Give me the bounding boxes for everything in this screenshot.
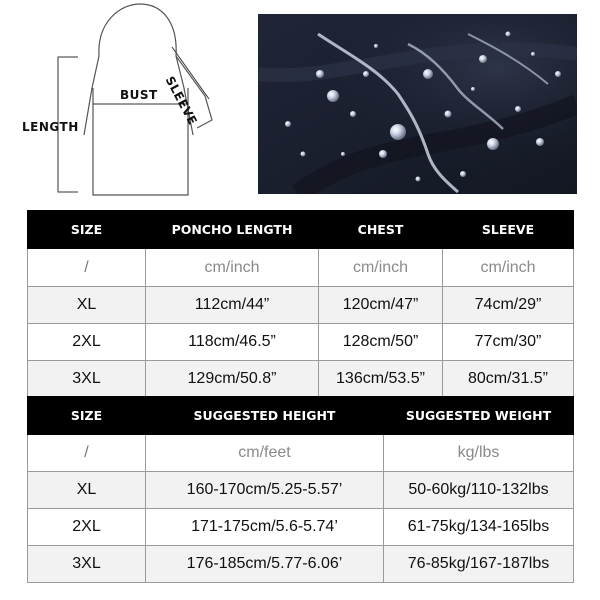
size-cell: 2XL [28, 509, 146, 546]
table-header-row [28, 397, 574, 435]
table-header-row [28, 211, 574, 249]
size-cell: XL [28, 472, 146, 509]
sleeve-cell: 74cm/29” [443, 287, 574, 324]
length-cell: 118cm/46.5” [146, 324, 319, 361]
size-cell: 3XL [28, 361, 146, 398]
unit-weight: kg/lbs [384, 435, 574, 472]
sleeve-cell: 80cm/31.5” [443, 361, 574, 398]
fit-suggestion-table [27, 396, 574, 583]
header-sleeve: SLEEVE [443, 211, 574, 249]
unit-size: / [28, 435, 146, 472]
chest-cell: 120cm/47” [319, 287, 443, 324]
length-label: LENGTH [22, 120, 79, 134]
table-unit-row [28, 435, 574, 472]
sleeve-cell: 77cm/30” [443, 324, 574, 361]
height-cell: 176-185cm/5.77-6.06’ [146, 546, 384, 583]
poncho-measurement-diagram [0, 0, 258, 200]
waterproof-fabric-photo [258, 14, 577, 194]
height-cell: 160-170cm/5.25-5.57’ [146, 472, 384, 509]
size-cell: XL [28, 287, 146, 324]
size-cell: 3XL [28, 546, 146, 583]
unit-height: cm/feet [146, 435, 384, 472]
table-row [28, 361, 574, 398]
table-row [28, 509, 574, 546]
table-row [28, 287, 574, 324]
unit-sleeve: cm/inch [443, 249, 574, 287]
chest-cell: 136cm/53.5” [319, 361, 443, 398]
weight-cell: 76-85kg/167-187lbs [384, 546, 574, 583]
length-cell: 112cm/44” [146, 287, 319, 324]
table-row [28, 324, 574, 361]
weight-cell: 50-60kg/110-132lbs [384, 472, 574, 509]
table-unit-row [28, 249, 574, 287]
header-size: SIZE [28, 397, 146, 435]
length-cell: 129cm/50.8” [146, 361, 319, 398]
header-suggested-weight: SUGGESTED WEIGHT [384, 397, 574, 435]
height-cell: 171-175cm/5.6-5.74’ [146, 509, 384, 546]
water-droplets-icon [258, 14, 577, 194]
header-size: SIZE [28, 211, 146, 249]
header-poncho-length: PONCHO LENGTH [146, 211, 319, 249]
bust-label: BUST [120, 88, 158, 102]
unit-size: / [28, 249, 146, 287]
header-chest: CHEST [319, 211, 443, 249]
sleeve-label: SLEEVE [162, 74, 200, 128]
size-cell: 2XL [28, 324, 146, 361]
header-suggested-height: SUGGESTED HEIGHT [146, 397, 384, 435]
unit-chest: cm/inch [319, 249, 443, 287]
unit-poncho-length: cm/inch [146, 249, 319, 287]
table-row [28, 546, 574, 583]
size-chart-table [27, 210, 574, 398]
weight-cell: 61-75kg/134-165lbs [384, 509, 574, 546]
chest-cell: 128cm/50” [319, 324, 443, 361]
table-row [28, 472, 574, 509]
